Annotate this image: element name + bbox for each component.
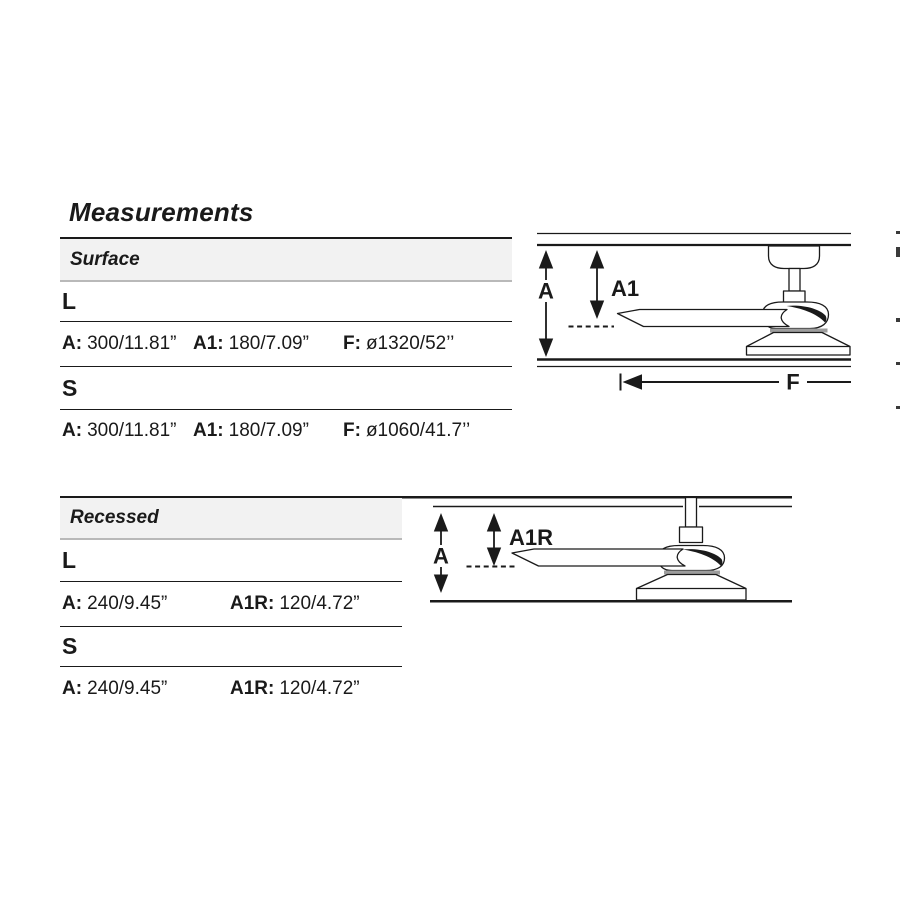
measurement-key: A1R: (230, 677, 275, 699)
measurement-value: 240/9.45” (87, 593, 168, 614)
measurement-a1r (230, 678, 402, 700)
table-row-values-s (60, 667, 402, 710)
page-edge-artifact (896, 318, 900, 322)
recessed-diagram (402, 486, 799, 610)
dimension-label-a: A (433, 543, 449, 569)
dimension-label-a1: A1 (611, 276, 640, 301)
dimension-label-f: F (786, 369, 800, 395)
table-row-size-s (60, 627, 402, 667)
surface-header-label: Surface (70, 248, 140, 270)
measurement-key: F: (343, 333, 361, 354)
measurement-value: 120/4.72” (279, 593, 360, 614)
size-label: L (62, 288, 77, 314)
measurement-value: 180/7.09” (228, 420, 309, 441)
fan-downrod (686, 498, 697, 528)
dimension-arrow-a1 (590, 250, 639, 319)
measurement-key: A1R: (230, 593, 275, 614)
table-row-size-l (60, 282, 512, 322)
measurement-value: 120/4.72” (279, 677, 360, 699)
fan-blade (618, 310, 790, 327)
table-row-values-l (60, 582, 402, 627)
dimension-label-a1r: A1R (509, 525, 554, 550)
measurement-key: A: (62, 420, 83, 441)
measurement-a1 (193, 420, 343, 442)
size-label: S (62, 374, 78, 401)
surface-table-header (60, 239, 512, 282)
measurement-key: A: (62, 333, 83, 354)
surface-diagram (533, 226, 859, 396)
recessed-table (60, 496, 402, 710)
fan-light-kit (747, 333, 851, 356)
fan-blade (512, 549, 685, 566)
measurement-a (62, 333, 193, 355)
recessed-table-header (60, 498, 402, 540)
surface-table (60, 237, 512, 452)
dimension-arrow-a (533, 250, 559, 357)
recessed-header-label: Recessed (70, 507, 159, 528)
measurement-key: F: (343, 420, 361, 441)
fan-light-kit (637, 575, 747, 601)
measurement-value: 240/9.45” (87, 677, 168, 699)
measurement-key: A: (62, 593, 83, 614)
page-edge-artifact (896, 362, 900, 365)
table-row-size-l (60, 540, 402, 582)
fan-rod-coupling (680, 527, 703, 543)
measurement-a (62, 420, 193, 442)
fan-downrod (789, 269, 800, 292)
page-title: Measurements (69, 197, 254, 227)
measurement-a (62, 593, 230, 615)
size-label: L (62, 547, 77, 573)
table-row-values-l (60, 322, 512, 367)
measurement-a (62, 678, 230, 700)
page-edge-artifact (896, 247, 900, 257)
measurement-f (343, 420, 512, 442)
page-edge-artifact (896, 406, 900, 409)
measurement-value: ø1060/41.7’’ (365, 420, 471, 441)
dimension-arrow-f (621, 370, 852, 395)
page-edge-artifact (896, 231, 900, 234)
measurement-key: A1: (193, 420, 224, 441)
measurement-value: 300/11.81” (87, 333, 177, 354)
measurement-value: 180/7.09” (228, 333, 309, 354)
measurement-key: A1: (193, 333, 224, 354)
measurement-key: A: (62, 677, 83, 699)
measurement-a1 (193, 333, 343, 355)
measurement-a1r (230, 593, 402, 615)
dimension-arrow-a (428, 513, 454, 593)
dimension-label-a: A (538, 278, 554, 304)
table-row-size-s (60, 367, 512, 410)
fan-canopy (769, 246, 820, 269)
measurement-value: 300/11.81” (87, 420, 177, 441)
table-row-values-s (60, 410, 512, 452)
measurement-value: ø1320/52’’ (365, 333, 455, 354)
measurement-f (343, 333, 512, 355)
size-label: S (62, 633, 78, 659)
